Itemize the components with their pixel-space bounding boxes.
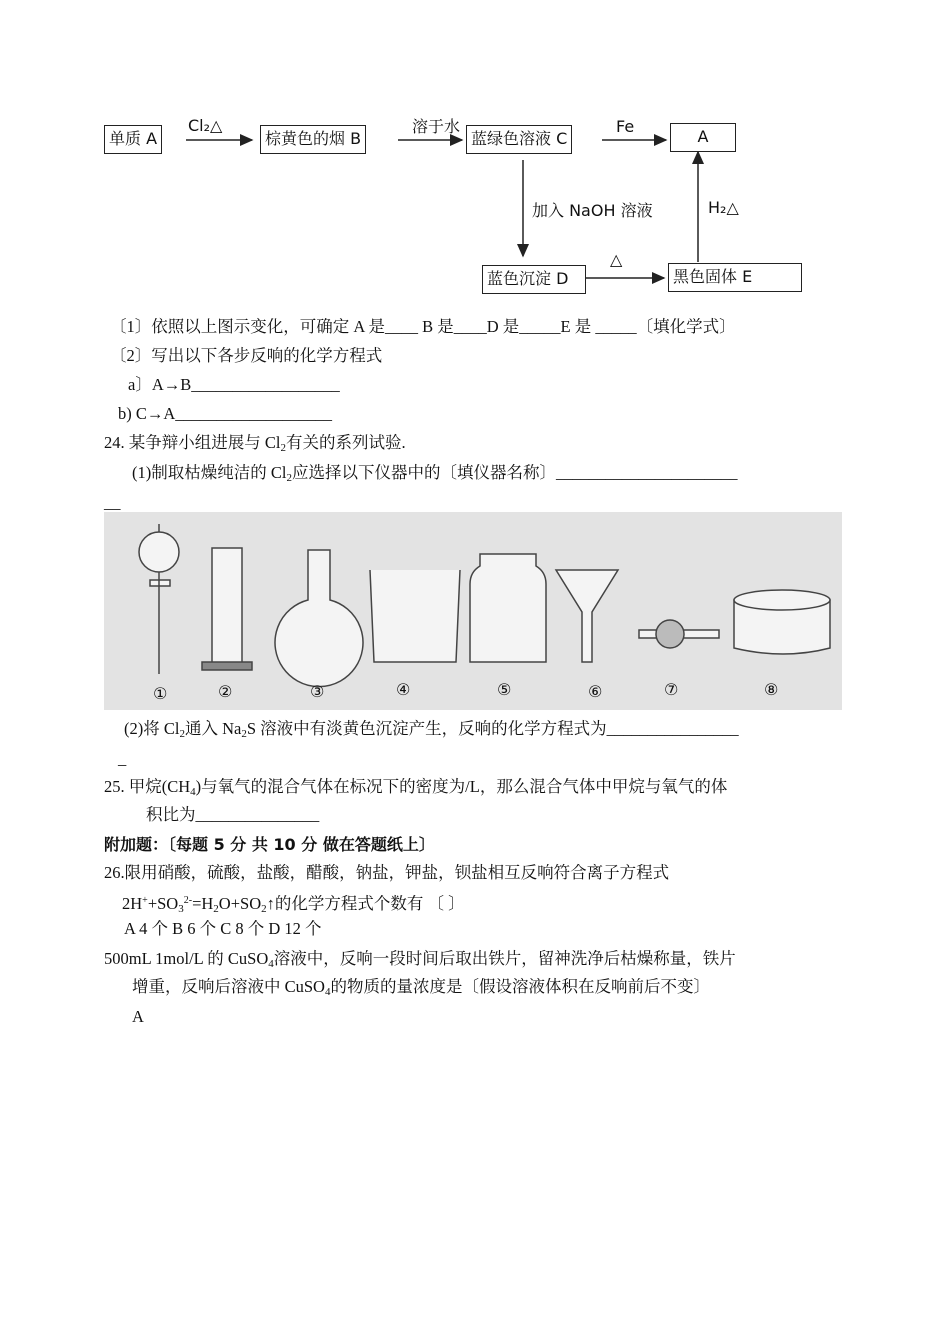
label-heat: △: [610, 250, 623, 269]
q27-line2: 增重，反响后溶液中 CuSO$_4$的物质的量浓度是〔假设溶液体积在反响前后不变〕: [132, 977, 710, 998]
funnel-icon: [556, 570, 618, 662]
q24-part1: (1)制取枯燥纯洁的 $Cl_2$应选择以下仪器中的〔填仪器名称〕______________________: [132, 463, 738, 484]
q24-part1-cont: __: [104, 493, 121, 512]
q26-options: A 4 个 B 6 个 C 8 个 D 12 个: [124, 919, 322, 938]
equipment-drawings: [104, 512, 842, 710]
box-e: 黑色固体 E: [668, 263, 802, 292]
box-c: 蓝绿色溶液 C: [466, 125, 572, 154]
equip-num-8: ⑧: [764, 680, 779, 699]
equip-num-4: ④: [396, 680, 411, 699]
q24-part2: (2)将 $Cl_2$通入 $Na_2S$ 溶液中有淡黄色沉淀产生，反响的化学方程式为________________: [124, 719, 739, 740]
label-fe: Fe: [616, 117, 635, 136]
label-h2-heat: H₂△: [708, 198, 739, 217]
label-dissolve-water: 溶于水: [412, 117, 461, 136]
q25-line1: 25. 甲烷$(CH_4)$与氧气的混合气体在标况下的密度为/L，那么混合气体中甲烷与氧气的体: [104, 777, 728, 798]
box-a-product: A: [670, 123, 736, 152]
q23-b: b) C→A___________________: [118, 404, 333, 423]
equip-num-1: ①: [153, 684, 168, 703]
q23-part2: 〔2〕写出以下各步反响的化学方程式: [110, 346, 383, 365]
equip-num-3: ③: [310, 682, 325, 701]
box-b: 棕黄色的烟 B: [260, 125, 366, 154]
beaker-icon: [370, 570, 460, 662]
wide-mouth-bottle-icon: [470, 554, 546, 662]
q23-a: a〕A→B__________________: [128, 375, 340, 394]
graduated-cylinder-icon: [212, 548, 242, 666]
equip-num-6: ⑥: [588, 682, 603, 701]
box-d: 蓝色沉淀 D: [482, 265, 586, 294]
q26-equation: $2H^++SO_3^{2-}=H_2O+SO_2↑$的化学方程式个数有 〔 〕: [122, 894, 465, 915]
equip-num-7: ⑦: [664, 680, 679, 699]
separatory-funnel-icon: [139, 532, 179, 572]
q23-part1: 〔1〕依照以上图示变化，可确定 A 是____ B 是____D 是_____E 是 _____〔填化学式〕: [110, 317, 736, 336]
label-naoh: 加入 NaOH 溶液: [532, 201, 653, 220]
label-cl2-heat: Cl₂△: [188, 116, 223, 135]
q26-line1: 26.限用硝酸，硫酸，盐酸，醋酸，钠盐，钾盐，钡盐相互反响符合离子方程式: [104, 863, 670, 882]
q27-line1: 500mL 1mol/L 的 CuSO$_4$溶液中，反响一段时间后取出铁片，留神洗净后枯燥称量，铁片: [104, 949, 736, 970]
box-element-a: 单质 A: [104, 125, 162, 154]
bonus-title: 附加题：〔每题 5 分 共 10 分 做在答题纸上〕: [104, 835, 435, 854]
round-flask-icon: [275, 550, 363, 687]
q25-line2: 积比为_______________: [146, 805, 320, 824]
q24-part2-cont: _: [118, 749, 127, 768]
reaction-flow-diagram: [100, 110, 820, 300]
q27-answer: A: [132, 1007, 144, 1026]
lab-equipment-figure: [104, 512, 842, 710]
equip-num-5: ⑤: [497, 680, 512, 699]
equip-num-2: ②: [218, 682, 233, 701]
q24-title: 24. 某争辩小组进展与 $Cl_2$有关的系列试验.: [104, 433, 406, 454]
